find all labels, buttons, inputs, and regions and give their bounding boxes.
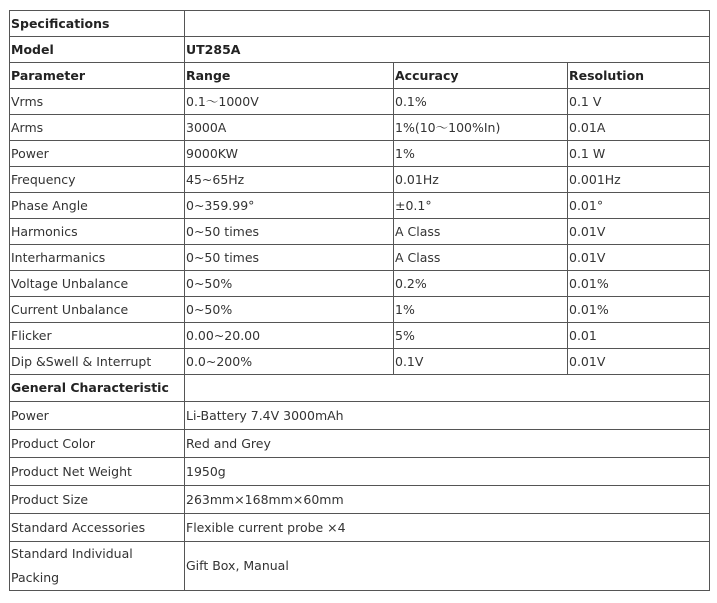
table-row: [10, 167, 710, 193]
parameter-range: 0~50%: [185, 271, 394, 297]
general-label: Product Net Weight: [10, 458, 185, 486]
parameter-resolution: 0.01V: [568, 349, 710, 375]
table-row: [10, 514, 710, 542]
table-header-row: [10, 63, 710, 89]
general-value: 263mm×168mm×60mm: [185, 486, 710, 514]
table-row: [10, 402, 710, 430]
parameter-resolution: 0.01%: [568, 297, 710, 323]
parameter-accuracy: 0.1%: [394, 89, 568, 115]
general-value: 1950g: [185, 458, 710, 486]
general-value: Red and Grey: [185, 430, 710, 458]
parameter-name: Power: [10, 141, 185, 167]
table-row: [10, 430, 710, 458]
parameter-accuracy: 1%(10～100%In): [394, 115, 568, 141]
parameter-range: 0~50 times: [185, 245, 394, 271]
specifications-table: [9, 10, 710, 591]
general-label: Standard Individual Packing: [10, 542, 185, 591]
parameter-range: 9000KW: [185, 141, 394, 167]
general-label: Product Size: [10, 486, 185, 514]
parameter-resolution: 0.01V: [568, 219, 710, 245]
parameter-name: Harmonics: [10, 219, 185, 245]
model-value: UT285A: [185, 37, 710, 63]
parameter-range: 3000A: [185, 115, 394, 141]
table-row: [10, 458, 710, 486]
general-value: Li-Battery 7.4V 3000mAh: [185, 402, 710, 430]
parameter-range: 0~50%: [185, 297, 394, 323]
parameter-range: 0.1～1000V: [185, 89, 394, 115]
general-label: Power: [10, 402, 185, 430]
parameter-name: Current Unbalance: [10, 297, 185, 323]
table-row: [10, 89, 710, 115]
parameter-name: Vrms: [10, 89, 185, 115]
header-range: Range: [185, 63, 394, 89]
header-resolution: Resolution: [568, 63, 710, 89]
general-label: Product Color: [10, 430, 185, 458]
parameter-range: 0~359.99°: [185, 193, 394, 219]
parameter-resolution: 0.1 W: [568, 141, 710, 167]
parameter-range: 0.00~20.00: [185, 323, 394, 349]
table-row: [10, 219, 710, 245]
table-row: [10, 193, 710, 219]
general-label: Standard Accessories: [10, 514, 185, 542]
table-row: [10, 245, 710, 271]
parameter-name: Dip &Swell & Interrupt: [10, 349, 185, 375]
table-row: [10, 271, 710, 297]
table-row: [10, 542, 710, 591]
table-row-model: [10, 37, 710, 63]
parameter-name: Flicker: [10, 323, 185, 349]
parameter-name: Frequency: [10, 167, 185, 193]
general-characteristic-title: General Characteristic: [10, 375, 185, 402]
parameter-resolution: 0.01A: [568, 115, 710, 141]
table-row: [10, 297, 710, 323]
header-parameter: Parameter: [10, 63, 185, 89]
parameter-range: 0.0~200%: [185, 349, 394, 375]
parameter-accuracy: 1%: [394, 297, 568, 323]
empty-cell: [185, 11, 710, 37]
parameter-resolution: 0.001Hz: [568, 167, 710, 193]
parameter-accuracy: A Class: [394, 245, 568, 271]
parameter-name: Voltage Unbalance: [10, 271, 185, 297]
table-row: [10, 486, 710, 514]
table-row: [10, 141, 710, 167]
parameter-name: Arms: [10, 115, 185, 141]
parameter-resolution: 0.1 V: [568, 89, 710, 115]
table-row-general-header: [10, 375, 710, 402]
specifications-title: Specifications: [10, 11, 185, 37]
parameter-resolution: 0.01°: [568, 193, 710, 219]
general-value: Flexible current probe ×4: [185, 514, 710, 542]
parameter-accuracy: 5%: [394, 323, 568, 349]
empty-cell: [185, 375, 710, 402]
header-accuracy: Accuracy: [394, 63, 568, 89]
parameter-resolution: 0.01V: [568, 245, 710, 271]
parameter-accuracy: ±0.1°: [394, 193, 568, 219]
parameter-resolution: 0.01%: [568, 271, 710, 297]
table-row: [10, 349, 710, 375]
parameter-accuracy: 0.01Hz: [394, 167, 568, 193]
parameter-range: 0~50 times: [185, 219, 394, 245]
model-label: Model: [10, 37, 185, 63]
table-row-title: [10, 11, 710, 37]
parameter-name: Interharmanics: [10, 245, 185, 271]
table-row: [10, 323, 710, 349]
parameter-name: Phase Angle: [10, 193, 185, 219]
parameter-accuracy: 0.1V: [394, 349, 568, 375]
parameter-accuracy: 0.2%: [394, 271, 568, 297]
table-row: [10, 115, 710, 141]
parameter-accuracy: A Class: [394, 219, 568, 245]
parameter-accuracy: 1%: [394, 141, 568, 167]
parameter-resolution: 0.01: [568, 323, 710, 349]
parameter-range: 45~65Hz: [185, 167, 394, 193]
general-value: Gift Box, Manual: [185, 542, 710, 591]
